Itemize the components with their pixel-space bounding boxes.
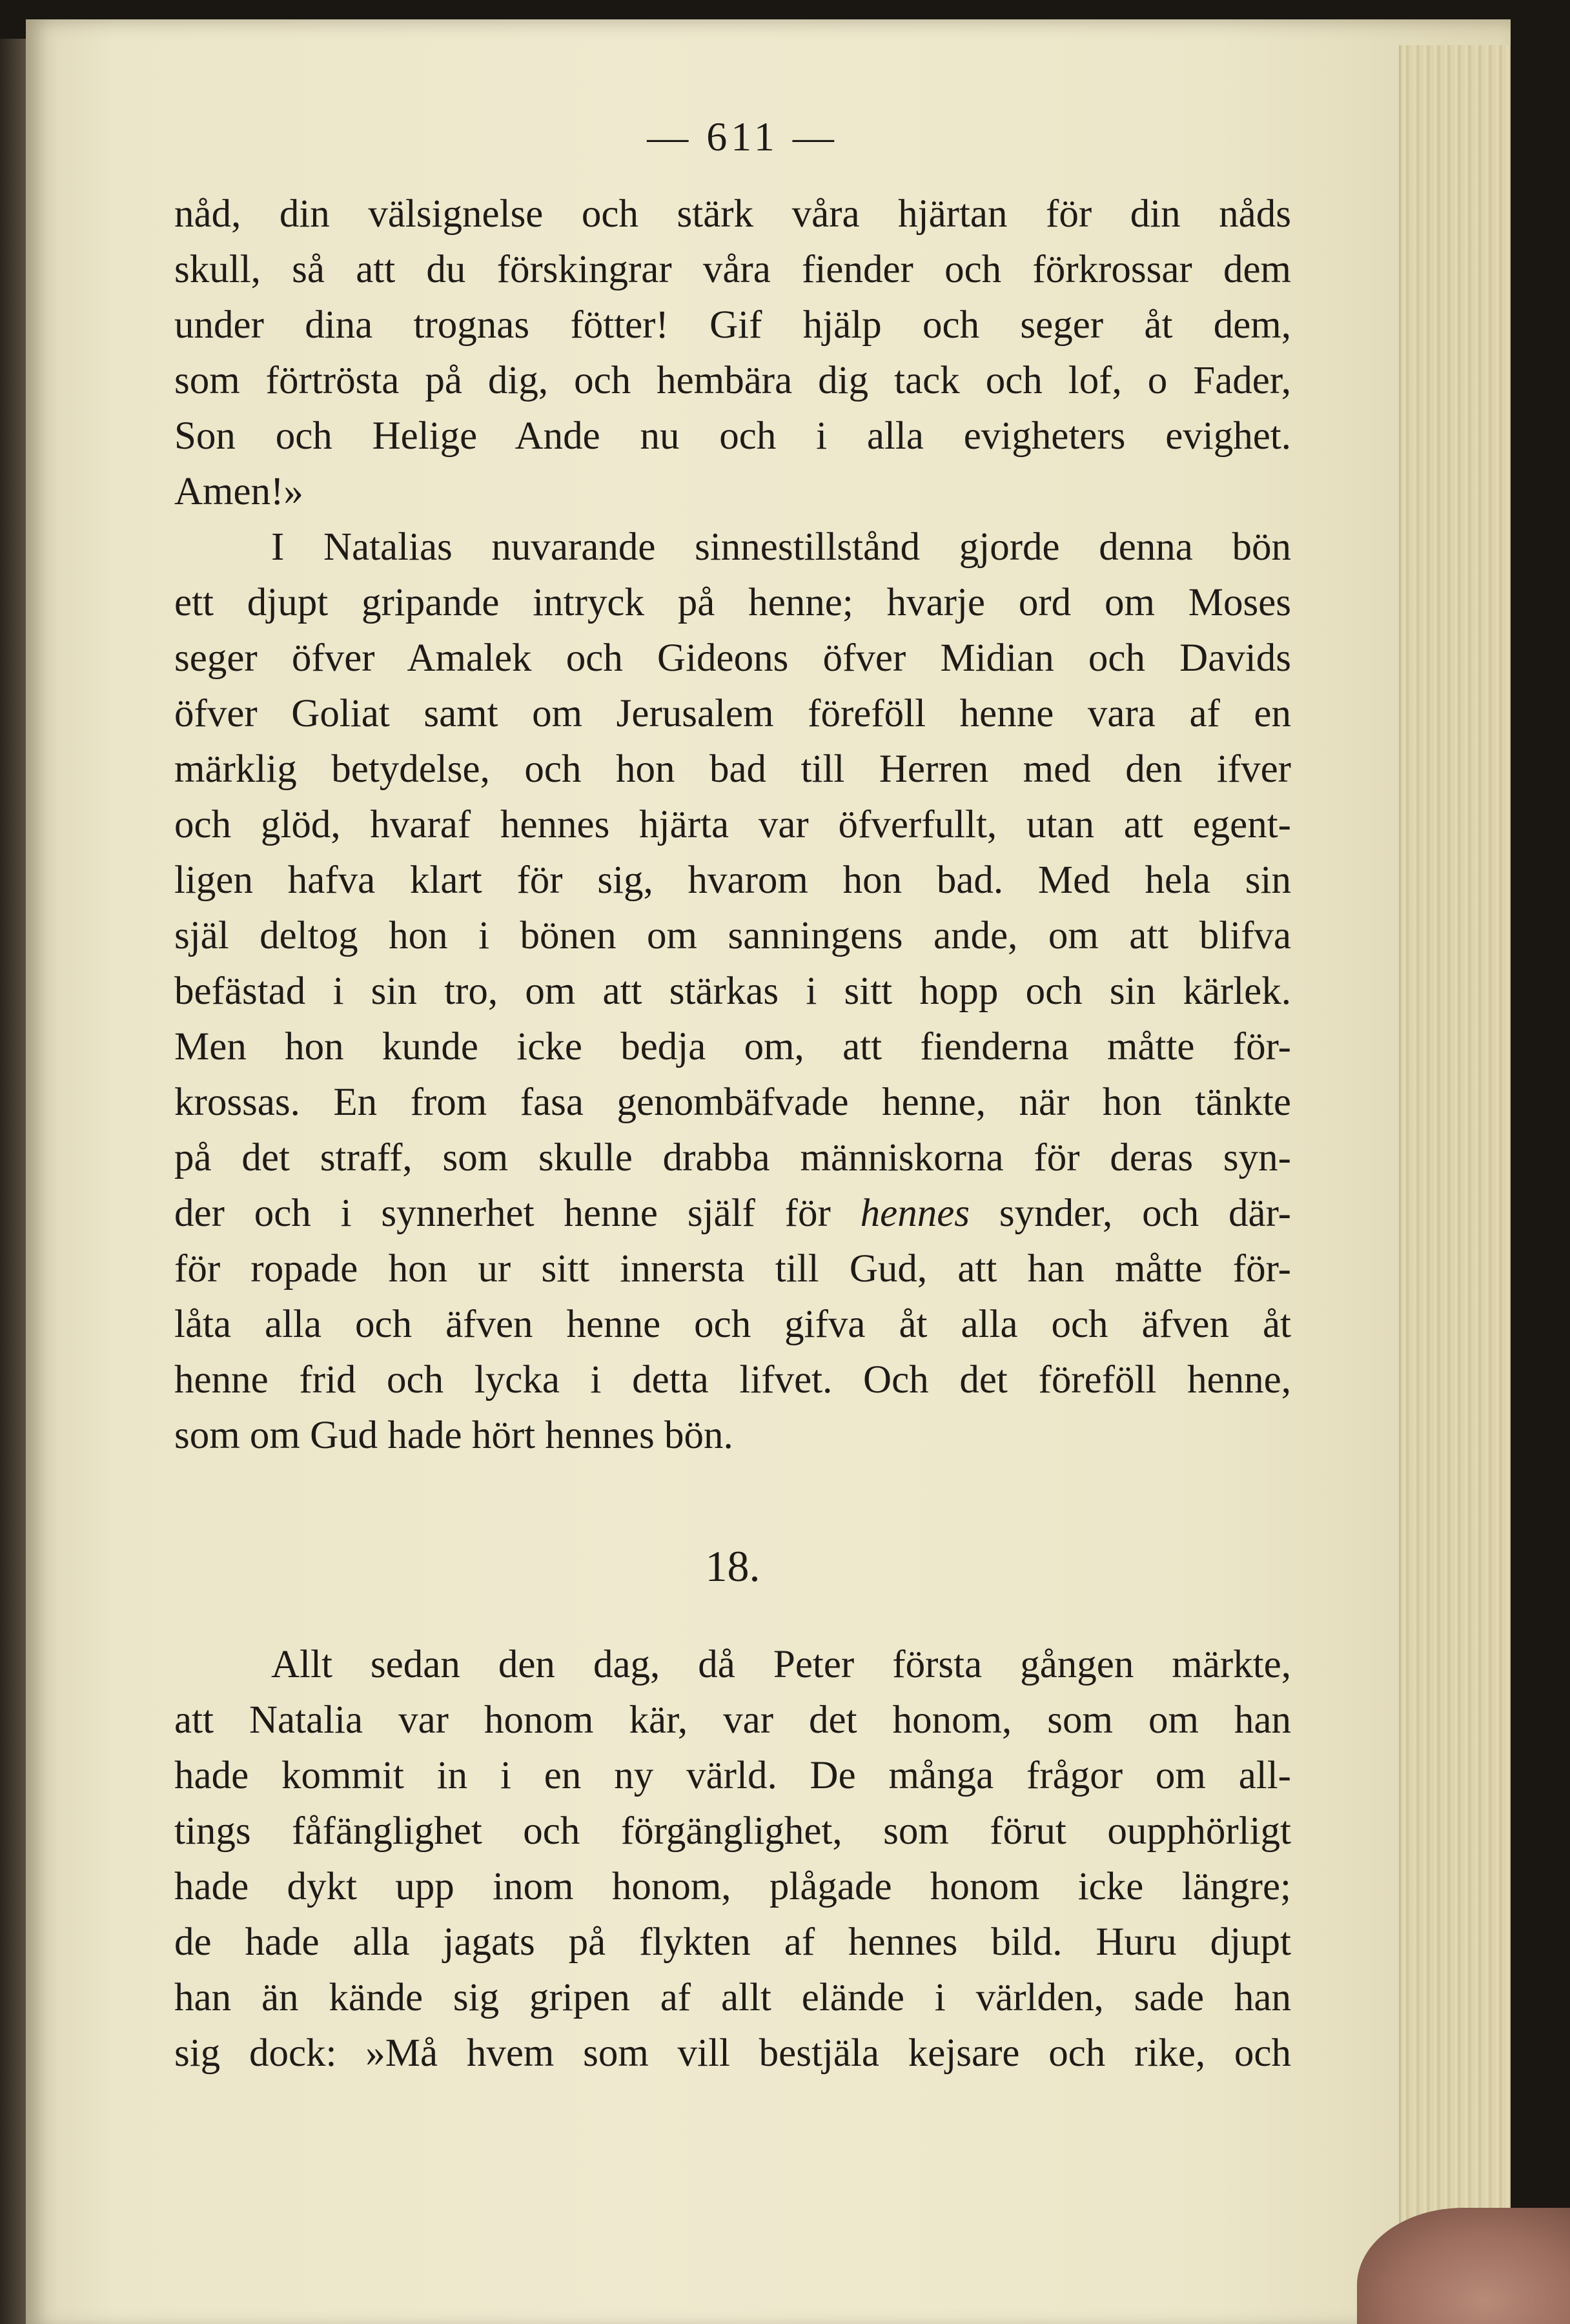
text-line: låta alla och äfven henne och gifva åt alla och äfven åt (174, 1303, 1291, 1346)
italic-word: hennes (860, 1192, 970, 1235)
text-line: befästad i sin tro, om att stärkas i sitt hopp och sin kärlek. (174, 970, 1291, 1013)
text-line: krossas. En from fasa genombäfvade henne, när hon tänkte (174, 1081, 1291, 1124)
text-line: han än kände sig gripen af allt elände i världen, sade han (174, 1976, 1291, 2019)
book-spine-edge (0, 39, 26, 2324)
text-line: för ropade hon ur sitt innersta till Gud, att han måtte för- (174, 1247, 1291, 1290)
text-line: tings fåfänglighet och förgänglighet, som förut oupphörligt (174, 1809, 1291, 1853)
text-line: Men hon kunde icke bedja om, att fienderna måtte för- (174, 1025, 1291, 1068)
text-line: seger öfver Amalek och Gideons öfver Midian och Davids (174, 637, 1291, 680)
text-line: Amen!» (174, 470, 303, 513)
paragraph-3 (174, 1637, 1291, 2081)
text-line: hade dykt upp inom honom, plågade honom icke längre; (174, 1865, 1291, 1908)
text-segment: synder, och där- (970, 1192, 1291, 1235)
page-stack-edges (1399, 45, 1511, 2324)
text-line: skull, så att du förskingrar våra fiender och förkrossar dem (174, 248, 1291, 291)
paragraph-2 (174, 520, 1291, 1463)
text-line: Son och Helige Ande nu och i alla evigheters evighet. (174, 414, 1291, 458)
text-line: på det straff, som skulle drabba människorna för deras syn- (174, 1136, 1291, 1179)
text-line: öfver Goliat samt om Jerusalem föreföll henne vara af en (174, 692, 1291, 735)
paragraph-1 (174, 187, 1291, 520)
text-line: märklig betydelse, och hon bad till Herren med den ifver (174, 748, 1291, 791)
text-line: nåd, din välsignelse och stärk våra hjärtan för din nåds (174, 192, 1291, 236)
text-line: henne frid och lycka i detta lifvet. Och det föreföll henne, (174, 1358, 1291, 1402)
page-text (174, 113, 1291, 2081)
chapter-number: 18. (705, 1542, 760, 1591)
text-segment: der och i synnerhet henne själf för (174, 1192, 861, 1235)
page-number: — 611 — (647, 114, 838, 159)
text-line: att Natalia var honom kär, var det honom, som om han (174, 1698, 1291, 1742)
text-line: under dina trognas fötter! Gif hjälp och seger åt dem, (174, 303, 1291, 347)
text-line: ett djupt gripande intryck på henne; hvarje ord om Moses (174, 581, 1291, 624)
text-line: hade kommit in i en ny värld. De många frågor om all- (174, 1754, 1291, 1797)
text-line: ligen hafva klart för sig, hvarom hon bad. Med hela sin (174, 859, 1291, 902)
text-line: de hade alla jagats på flykten af hennes bild. Huru djupt (174, 1921, 1291, 1964)
text-line: sig dock: »Må hvem som vill bestjäla kejsare och rike, och (174, 2032, 1291, 2075)
text-line: Allt sedan den dag, då Peter första gången märkte, (271, 1643, 1291, 1686)
text-line: som förtrösta på dig, och hembära dig tack och lof, o Fader, (174, 359, 1291, 402)
text-line: I Natalias nuvarande sinnestillstånd gjorde denna bön (271, 525, 1291, 569)
text-line: och glöd, hvaraf hennes hjärta var öfverfullt, utan att egent- (174, 803, 1291, 846)
text-line: som om Gud hade hört hennes bön. (174, 1414, 733, 1457)
text-line-with-italic (174, 1186, 1291, 1241)
text-line: själ deltog hon i bönen om sanningens ande, om att blifva (174, 914, 1291, 957)
